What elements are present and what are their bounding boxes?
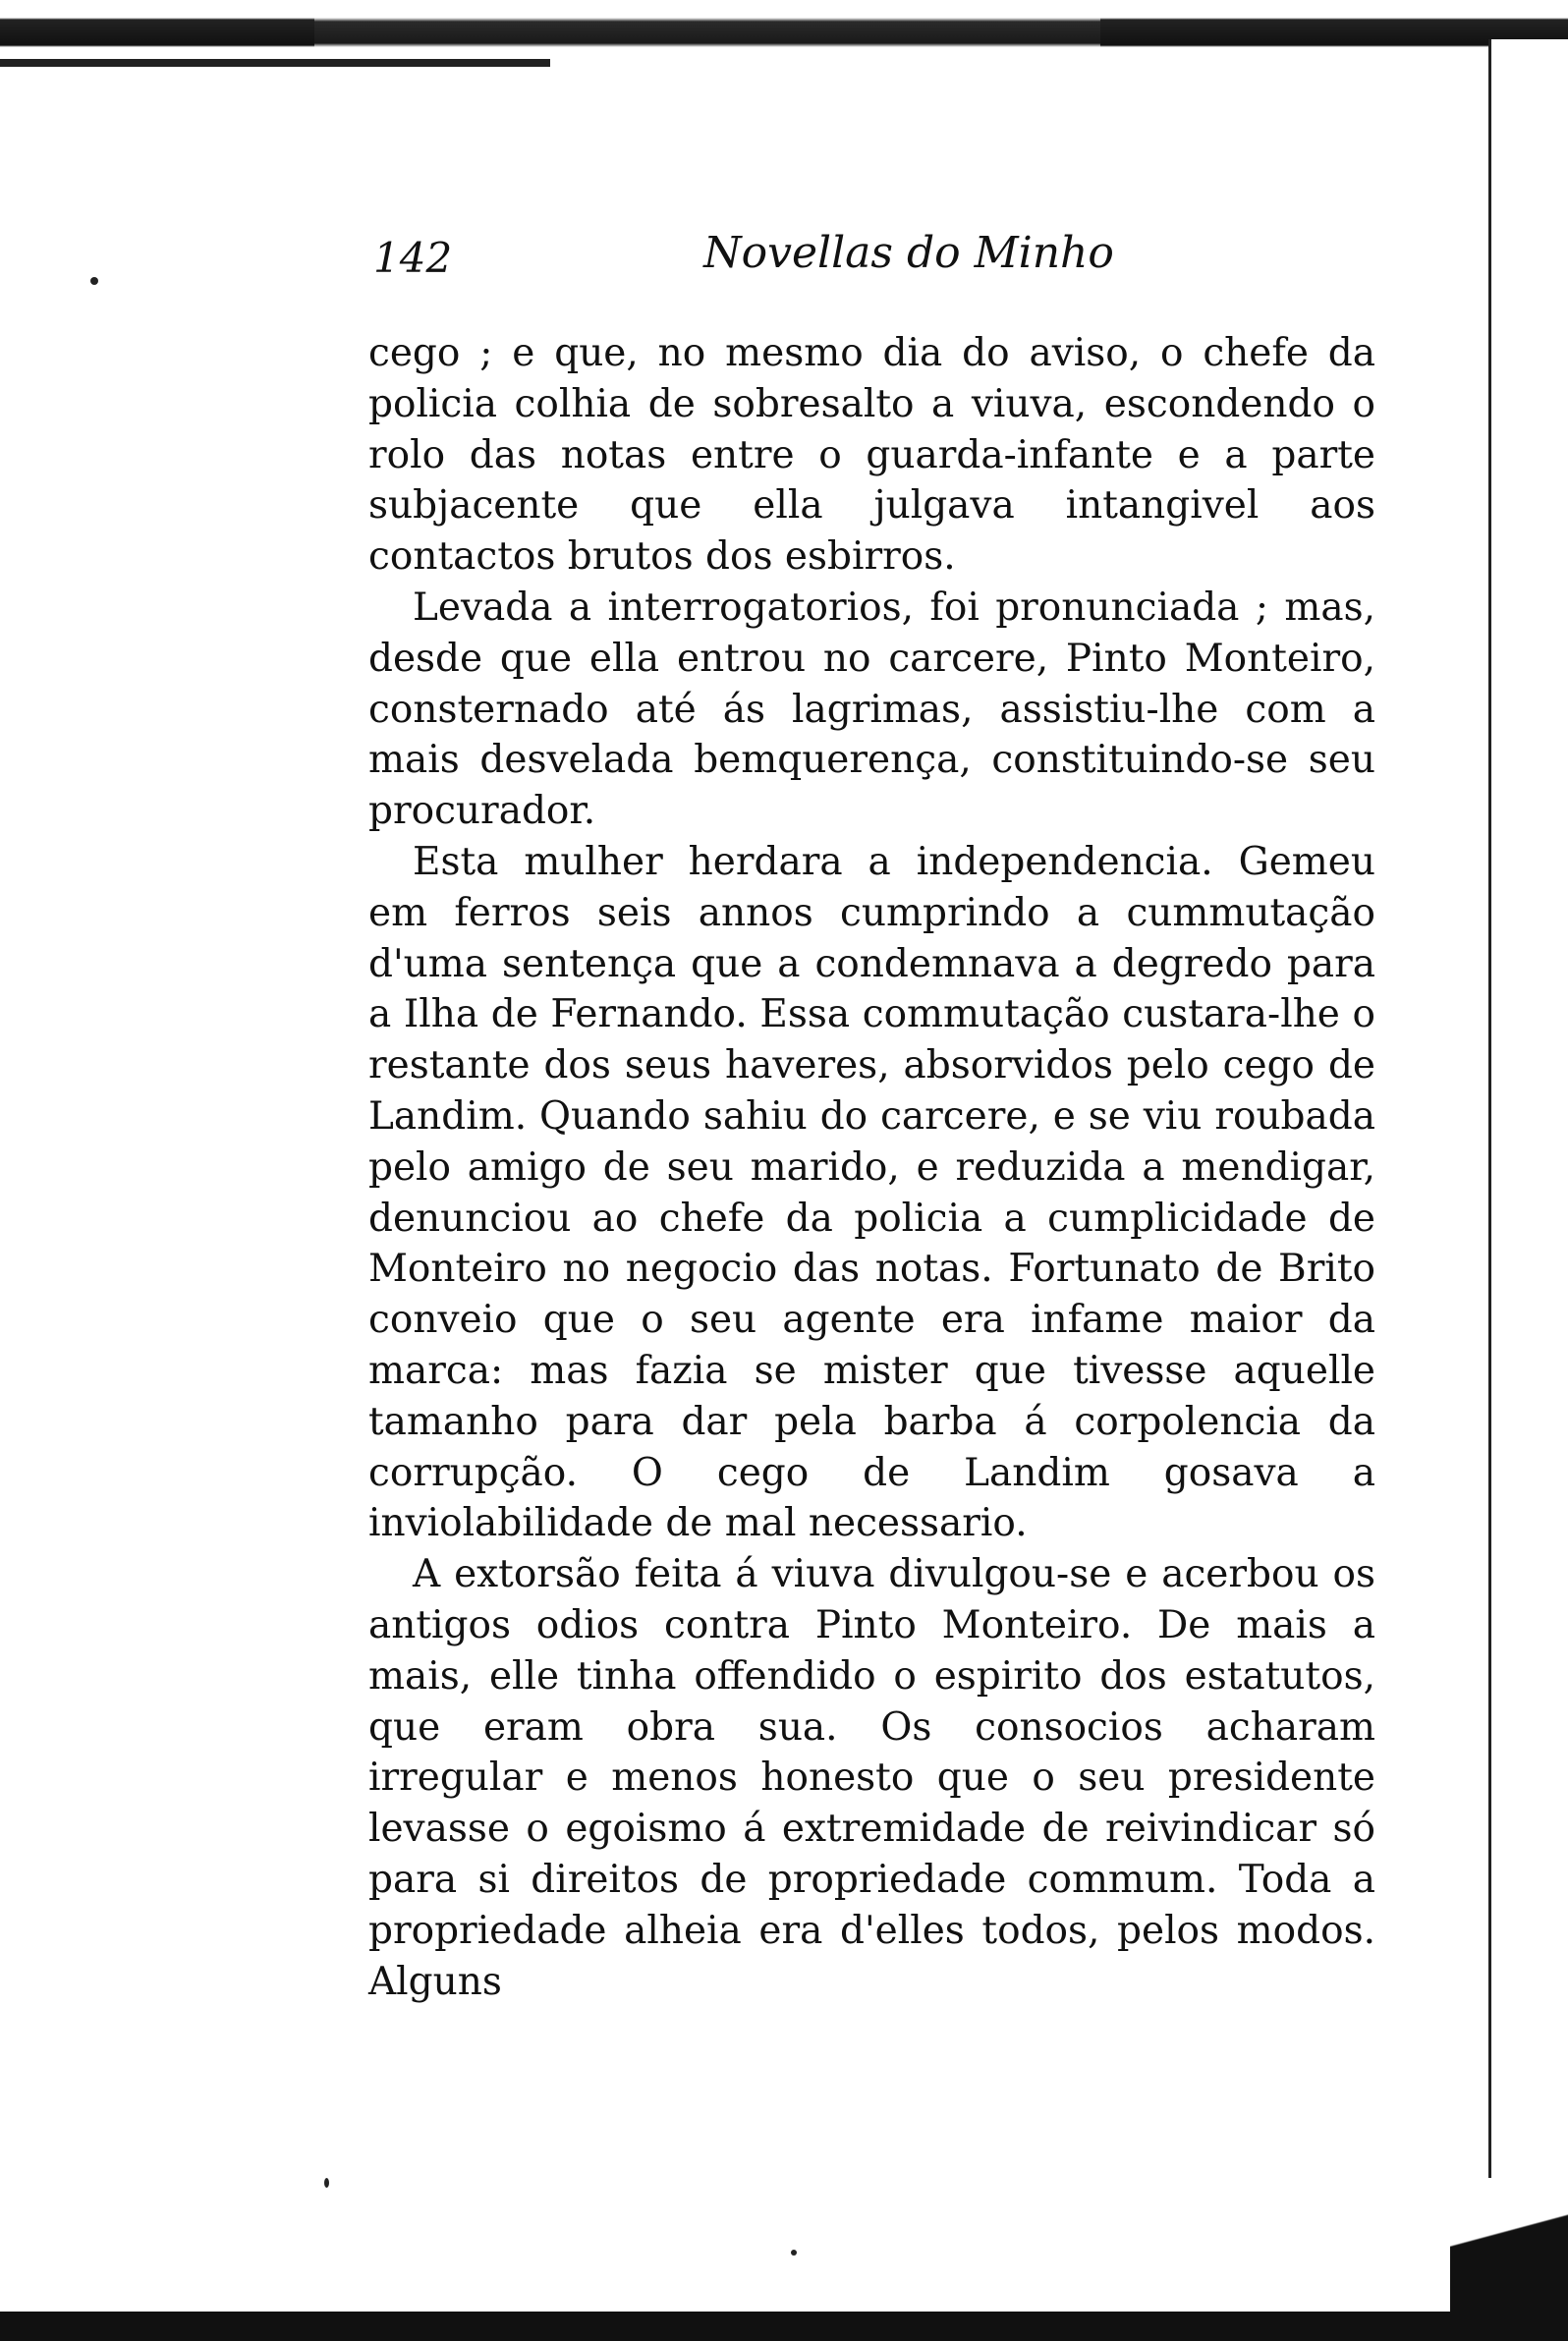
scan-top-binding-shadow (314, 0, 1100, 61)
scan-right-page-edge (1488, 39, 1568, 2341)
paragraph-1: cego ; e que, no mesmo dia do aviso, o chefe da policia colhia de sobresalto a viuva, escondendo o rolo das notas entre o guarda-infante e a parte subjacente que ella julgava intangivel aos contactos brutos dos esbirros. (368, 331, 1375, 580)
body-text (368, 328, 1375, 2007)
paragraph-3: Esta mulher herdara a independencia. Gemeu em ferros seis annos cumprindo a cummutação d'uma sentença que a condemnava a degredo para a Ilha de Fernando. Essa commutação custara-lhe o restante dos seus haveres, absorvidos pelo cego de Landim. Quando sahiu do carcere, e se viu roubada pelo amigo de seu marido, e reduzida a mendigar, denunciou ao chefe da policia a cumplicidade de Monteiro no negocio das notas. Fortunato de Brito conveio que o seu agente era infame maior da marca: mas fazia se mister que tivesse aquelle tamanho para dar pela barba á corpolencia da corrupção. O cego de Landim gosava a inviolabilidade de mal necessario. (368, 839, 1375, 1546)
scan-speck (90, 277, 98, 285)
paragraph-2: Levada a interrogatorios, foi pronunciada ; mas, desde que ella entrou no carcere, Pinto Monteiro, consternado até ás lagrimas, assistiu-lhe com a mais desvelada bemquerença, constituindo-se seu procurador. (368, 585, 1375, 834)
page-number: 142 (373, 234, 453, 282)
scan-speck (324, 2178, 329, 2188)
page-header (373, 228, 1375, 291)
scan-speck (791, 2250, 797, 2256)
scan-bottom-edge (0, 2312, 1568, 2341)
scan-bottom-curl (1450, 2178, 1568, 2315)
paragraph-4: A extorsão feita á viuva divulgou-se e acerbou os antigos odios contra Pinto Monteiro. De mais a mais, elle tinha offendido o espirito dos estatutos, que eram obra sua. Os consocios acharam irregular e menos honesto que o seu presidente levasse o egoismo á extremidade de reivindicar só para si direitos de propriedade commum. Toda a propriedade alheia era d'elles todos, pelos modos. Alguns (368, 1552, 1375, 2004)
scan-top-rule (0, 59, 550, 67)
running-title: Novellas do Minho (703, 228, 1114, 278)
